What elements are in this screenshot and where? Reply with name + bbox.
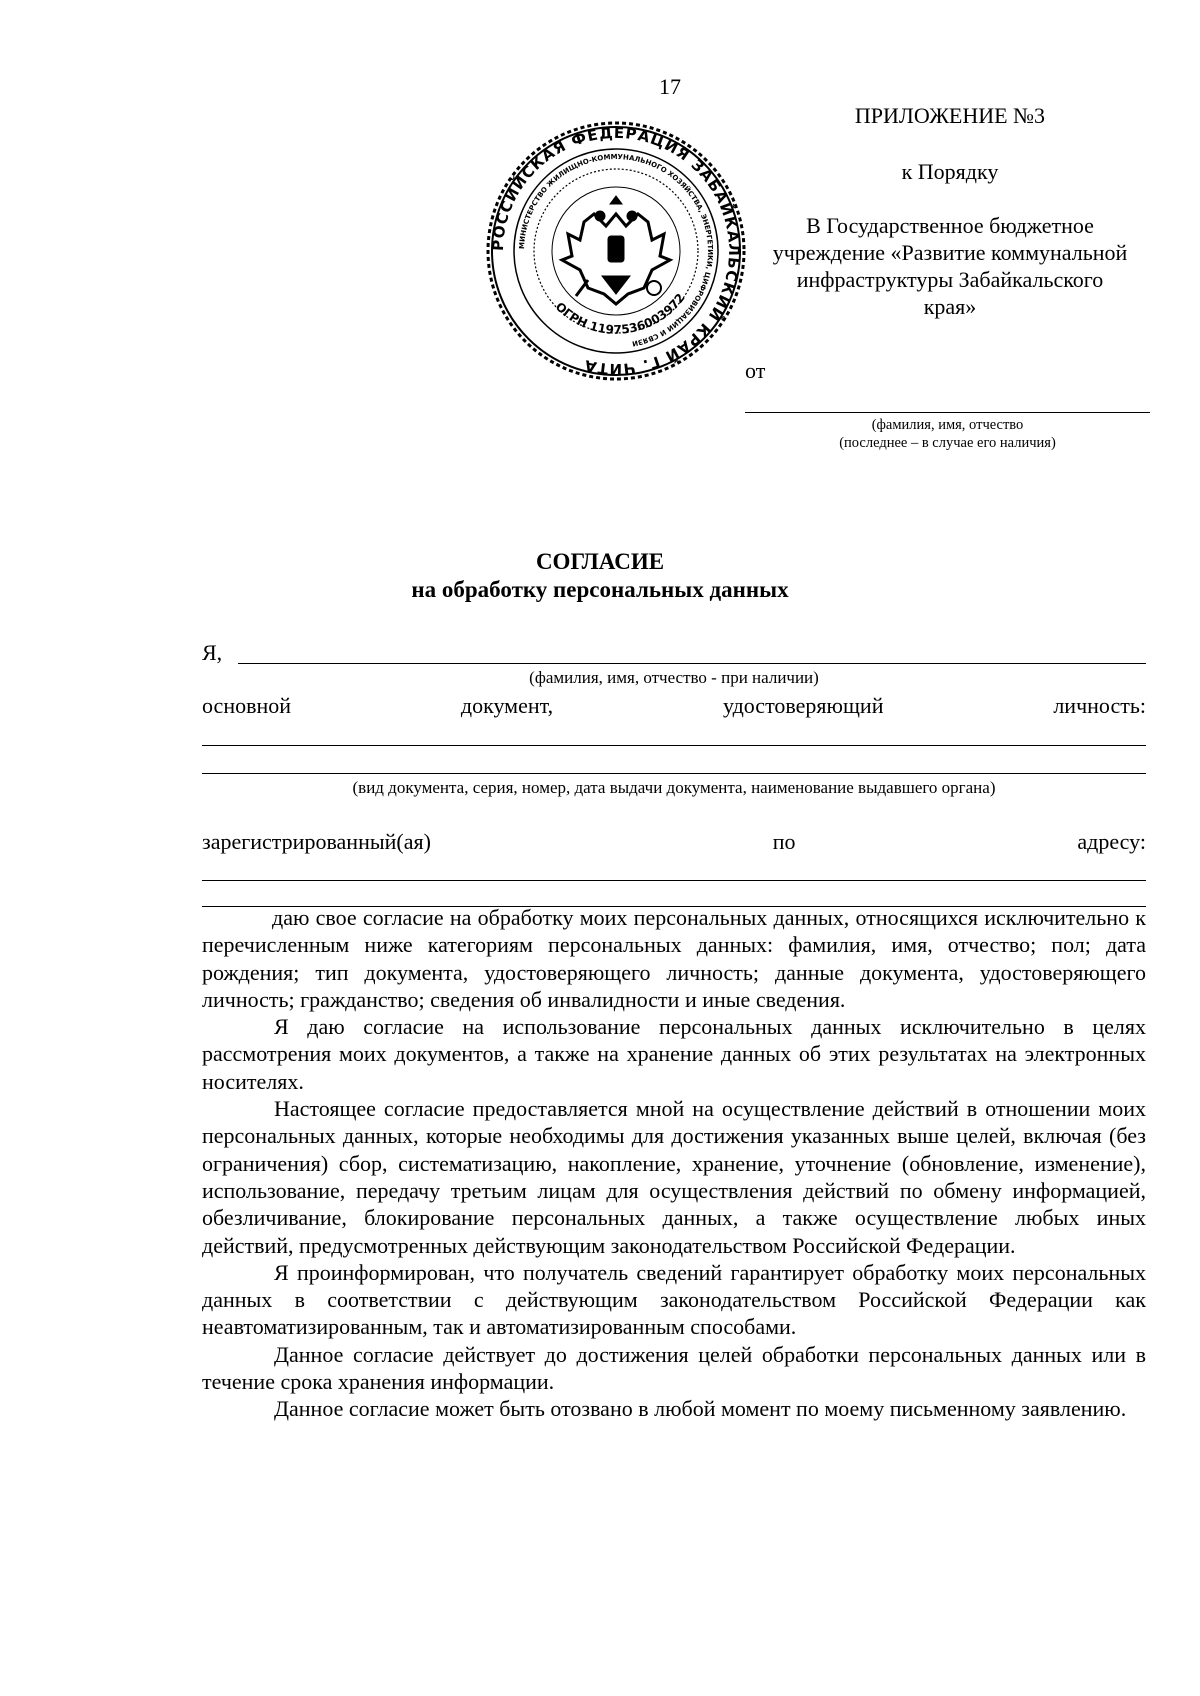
doc-word-2: документ, — [460, 693, 554, 718]
seal-outer-text: РОССИЙСКАЯ ФЕДЕРАЦИЯ ЗАБАЙКАЛЬСКИЙ КРАЙ Г. ЧИТА — [488, 123, 744, 379]
from-hint-1: (фамилия, имя, отчество — [871, 417, 1024, 433]
paragraph-3: Настоящее согласие предоставляется мной на осуществление действий в отношении моих персональных данных, которые необходимы для достижения указанных выше целей, включая (без ограничения) сбор, систематизацию, накопление, хранение, уточнение (обновление, изменение), использование, передачу третьим лицам для осуществления действий по обмену информацией, обезличивание, блокирование персональных данных, а также осуществление любых иных действий, предусмотренных действующим законодательством Российской Федерации. — [202, 1096, 1146, 1258]
paragraph-6: Данное согласие может быть отозвано в любой момент по моему письменному заявлению. — [274, 1396, 1127, 1422]
seal-inner-text: МИНИСТЕРСТВО ЖИЛИЩНО-КОММУНАЛЬНОГО ХОЗЯЙСТВА, ЭНЕРГЕТИКИ, ЦИФРОВИЗАЦИИ И СВЯЗИ — [517, 152, 715, 348]
seal-graphic — [484, 118, 748, 384]
addr-label-row — [202, 829, 1146, 855]
seal-ogrn: ОГРН 1197536003972 — [552, 290, 688, 337]
eagle-emblem-icon — [562, 196, 670, 304]
full-name-line[interactable] — [238, 663, 1146, 664]
doc-line-2[interactable] — [202, 773, 1146, 774]
paragraph-4: Я проинформирован, что получатель сведений гарантирует обработку моих персональных данных в соответствии с действующим законодательством Российской Федерации как неавтоматизированным, так и автоматизированным способами. — [202, 1259, 1146, 1340]
name-hint: (фамилия, имя, отчество - при наличии) — [529, 668, 819, 687]
to-order-label: к Порядку — [901, 159, 999, 184]
paragraph-2: Я даю согласие на использование персональных данных исключительно в целях рассмотрения моих документов, а также на хранение данных об этих результатах на электронных носителях. — [202, 1014, 1146, 1094]
addr-word-3: адресу: — [1077, 829, 1146, 854]
title-main: СОГЛАСИЕ — [535, 549, 665, 574]
doc-line-1[interactable] — [202, 745, 1146, 746]
paragraph-1: даю свое согласие на обработку моих персональных данных, относящихся исключительно к перечисленным ниже категориям персональных данных: фамилия, имя, отчество; пол; дата рождения; тип документа, удостоверяющего личность; данные документа, удостоверяющего личность; гражданство; сведения об инвалидности и иные сведения. — [202, 905, 1146, 1012]
doc-word-3: удостоверяющий — [722, 693, 884, 718]
appendix-label: ПРИЛОЖЕНИЕ №3 — [854, 103, 1046, 128]
page-number: 17 — [659, 74, 681, 99]
doc-hint: (вид документа, серия, номер, дата выдачи документа, наименование выдавшего органа) — [352, 778, 996, 797]
doc-word-1: основной — [202, 693, 292, 718]
i-label: Я, — [202, 640, 223, 665]
official-seal — [484, 118, 748, 384]
doc-label-row — [202, 693, 1146, 719]
from-hint-2: (последнее – в случае его наличия) — [839, 435, 1056, 451]
title-sub: на обработку персональных данных — [411, 577, 789, 602]
addr-word-2: по — [772, 829, 796, 854]
paragraph-5: Данное согласие действует до достижения целей обработки персональных данных или в течение срока хранения информации. — [202, 1341, 1146, 1395]
addressee-text: В Государственное бюджетное учреждение «Развитие коммунальной инфраструктуры Забайкальского края» — [772, 213, 1128, 319]
consent-body — [202, 904, 1146, 1423]
from-label: от — [745, 358, 766, 383]
addr-line-1[interactable] — [202, 880, 1146, 881]
from-name-line[interactable] — [745, 412, 1150, 413]
doc-word-4: личность: — [1053, 693, 1146, 718]
document-title — [0, 548, 1200, 604]
addr-word-1: зарегистрированный(ая) — [202, 829, 431, 854]
